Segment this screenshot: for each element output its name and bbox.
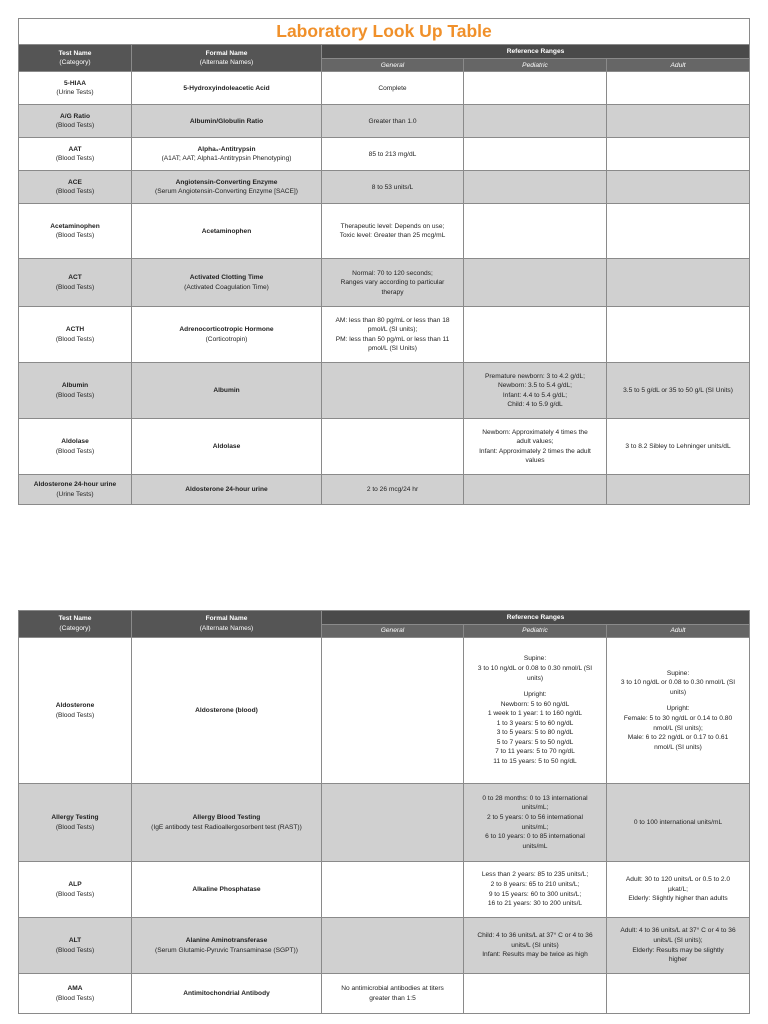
range-line: Normal: 70 to 120 seconds; [352, 269, 433, 277]
formal-name: Activated Clotting Time [189, 274, 264, 282]
range-line: 6 to 10 years: 0 to 85 international [485, 833, 585, 841]
range-line: units) [669, 688, 687, 696]
table-row [19, 363, 750, 419]
test-category: (Blood Tests) [55, 335, 95, 343]
test-name-cell [19, 862, 132, 918]
header-test-name [19, 45, 132, 72]
adult-range-cell [607, 171, 750, 204]
test-name: ACTH [65, 326, 85, 334]
table-row [19, 138, 750, 171]
general-range-cell [322, 363, 464, 419]
formal-name: Aldosterone (blood) [195, 706, 258, 714]
pediatric-range-cell [464, 72, 607, 105]
table-row [19, 204, 750, 259]
adult-range-cell [607, 307, 750, 363]
range-line: Female: 5 to 30 ng/dL or 0.14 to 0.80 [623, 715, 733, 722]
test-name: ALP [68, 880, 82, 888]
range-line: 0 to 100 international units/mL [633, 818, 723, 826]
adult-range-cell [607, 419, 750, 475]
pediatric-range-cell [464, 974, 607, 1014]
formal-name: Antimitochondrial Antibody [183, 989, 270, 997]
test-category: (Blood Tests) [55, 391, 95, 399]
test-category: (Blood Tests) [55, 122, 95, 130]
header-category-label: (Category) [59, 59, 91, 67]
formal-name: Alkaline Phosphatase [192, 885, 261, 893]
alternate-names: (IgE antibody test Radioallergosorbent test (RAST)) [151, 823, 302, 831]
range-line: greater than 1:5 [369, 994, 416, 1002]
test-category: (Urine Tests) [56, 490, 94, 498]
test-name: AMA [67, 984, 83, 992]
pediatric-range-cell [464, 259, 607, 307]
header-test-name-label: Test Name [58, 49, 92, 57]
table-row [19, 72, 750, 105]
table-row [19, 862, 750, 918]
test-name: ACT [68, 274, 82, 282]
table-row [19, 171, 750, 204]
header-formal-name-label: Formal Name [205, 49, 248, 57]
range-line: Less than 2 years: 85 to 235 units/L; [481, 871, 589, 879]
table-row [19, 105, 750, 138]
header-pediatric: Pediatric [464, 59, 607, 72]
test-category: (Blood Tests) [55, 447, 95, 455]
range-line: pmol/L (SI units); [367, 326, 418, 334]
formal-name-cell [132, 171, 322, 204]
test-name: Aldolase [61, 438, 89, 446]
header-test-name [19, 611, 132, 638]
test-category: (Blood Tests) [55, 946, 95, 954]
table-1-body [19, 72, 750, 505]
range-line: 3 to 8.2 Sibley to Lehninger units/dL [625, 443, 731, 451]
test-name-cell [19, 784, 132, 862]
range-line: nmol/L (SI units) [654, 743, 702, 751]
range-line: 16 to 21 years: 30 to 200 units/L [487, 900, 583, 908]
formal-name: 5-Hydroxyindoleacetic Acid [183, 84, 270, 92]
range-line: Supine: [523, 655, 547, 663]
general-range-cell [322, 784, 464, 862]
range-line: therapy [381, 288, 404, 296]
range-line: 3 to 10 ng/dL or 0.08 to 0.30 nmol/L (SI [620, 679, 736, 687]
test-category: (Blood Tests) [55, 994, 95, 1002]
pediatric-range-cell [464, 918, 607, 974]
pediatric-range-cell [464, 171, 607, 204]
header-category-label: (Category) [59, 625, 91, 632]
adult-range-cell [607, 105, 750, 138]
header-alternate-names-label: (Alternate Names) [199, 59, 254, 67]
header-formal-name [132, 45, 322, 72]
range-line: µkat/L; [668, 885, 688, 893]
table-row [19, 638, 750, 784]
formal-name-cell [132, 419, 322, 475]
header-reference-ranges: Reference Ranges [322, 45, 750, 59]
pediatric-range-cell [464, 784, 607, 862]
range-line: Complete [378, 84, 407, 92]
test-name: 5-HIAA [64, 79, 86, 87]
range-line: adult values; [516, 438, 554, 446]
general-range-cell [322, 138, 464, 171]
range-line: Ranges vary according to particular [340, 279, 445, 287]
range-line: Elderly: Slightly higher than adults [628, 895, 728, 903]
pediatric-range-cell [464, 138, 607, 171]
test-name: ALT [68, 936, 82, 944]
header-reference-ranges: Reference Ranges [322, 611, 750, 625]
table-2-body [19, 638, 750, 1014]
alternate-names: (Corticotropin) [205, 335, 248, 343]
range-line: Upright: [523, 691, 547, 699]
range-line: 85 to 213 mg/dL [368, 150, 417, 158]
table-row [19, 784, 750, 862]
test-name-cell [19, 105, 132, 138]
general-range-cell [322, 105, 464, 138]
general-range-cell [322, 72, 464, 105]
range-line: Newborn: 3.5 to 5.4 g/dL; [497, 382, 573, 390]
range-line: Toxic level: Greater than 25 mcg/mL [339, 232, 446, 240]
general-range-cell [322, 638, 464, 784]
range-line: Premature newborn: 3 to 4.2 g/dL; [484, 372, 586, 380]
formal-name: Alpha₁-Antitrypsin [197, 145, 256, 153]
adult-range-cell [607, 862, 750, 918]
range-line: Supine: [666, 669, 690, 677]
table-row [19, 419, 750, 475]
pediatric-range-cell [464, 475, 607, 505]
range-line: Adult: 30 to 120 units/L or 0.5 to 2.0 [625, 876, 731, 884]
range-line: units/mL [522, 842, 548, 850]
header-adult: Adult [607, 59, 750, 72]
range-line: Adult: 4 to 36 units/L at 37° C or 4 to 36 [620, 927, 736, 935]
test-category: (Blood Tests) [55, 711, 95, 719]
pediatric-range-cell [464, 204, 607, 259]
general-range-cell [322, 974, 464, 1014]
test-name-cell [19, 72, 132, 105]
range-line: PM: less than 50 pg/mL or less than 11 [335, 335, 450, 343]
test-name: AAT [68, 145, 82, 153]
line-gap [610, 697, 746, 704]
range-line: 8 to 53 units/L [371, 183, 414, 191]
range-line: Child: 4 to 36 units/L at 37° C or 4 to 36 [477, 932, 593, 940]
range-line: 1 week to 1 year: 1 to 160 ng/dL [487, 710, 583, 718]
test-name: A/G Ratio [59, 112, 91, 120]
test-name-cell [19, 918, 132, 974]
table-row [19, 307, 750, 363]
range-line: pmol/L (SI Units) [368, 345, 417, 353]
adult-range-cell [607, 72, 750, 105]
page-title: Laboratory Look Up Table [19, 19, 750, 45]
test-name: ACE [68, 178, 82, 186]
test-name-cell [19, 259, 132, 307]
formal-name-cell [132, 307, 322, 363]
range-line: units/L (SI units) [511, 941, 559, 949]
alternate-names: (Serum Glutamic-Pyruvic Transaminase (SGPT)) [155, 946, 298, 954]
formal-name-cell [132, 204, 322, 259]
range-line: 2 to 8 years: 65 to 210 units/L; [490, 880, 580, 888]
adult-range-cell [607, 974, 750, 1014]
lab-table-2 [18, 610, 750, 1014]
range-line: Infant: Results may be twice as high [482, 951, 588, 959]
range-line: Infant: Approximately 2 times the adult [479, 447, 591, 455]
header-alternate-names-label: (Alternate Names) [199, 625, 254, 632]
test-category: (Blood Tests) [55, 188, 95, 196]
range-line: 2 to 5 years: 0 to 56 international [486, 813, 584, 821]
test-name: Acetaminophen [50, 222, 100, 230]
adult-range-cell [607, 784, 750, 862]
adult-range-cell [607, 475, 750, 505]
range-line: units/mL; [521, 804, 549, 812]
test-name: Aldosterone 24-hour urine [33, 481, 117, 489]
test-category: (Urine Tests) [56, 89, 94, 97]
header-adult: Adult [607, 625, 750, 638]
adult-range-cell [607, 259, 750, 307]
adult-range-cell [607, 363, 750, 419]
range-line: 9 to 15 years: 60 to 300 units/L; [488, 890, 582, 898]
test-category: (Blood Tests) [55, 823, 95, 831]
formal-name-cell [132, 475, 322, 505]
test-name-cell [19, 204, 132, 259]
range-line: higher [668, 956, 688, 964]
formal-name-cell [132, 862, 322, 918]
formal-name-cell [132, 138, 322, 171]
alternate-names: (A1AT; AAT; Alpha1-Antitrypsin Phenotyping) [161, 155, 292, 163]
general-range-cell [322, 204, 464, 259]
formal-name-cell [132, 784, 322, 862]
range-line: No antimicrobial antibodies at titers [341, 984, 444, 992]
formal-name: Angiotensin-Converting Enzyme [175, 178, 278, 186]
formal-name-cell [132, 918, 322, 974]
header-test-name-label: Test Name [58, 615, 92, 623]
table-row [19, 259, 750, 307]
test-category: (Blood Tests) [55, 890, 95, 898]
test-name-cell [19, 138, 132, 171]
formal-name: Aldolase [212, 443, 241, 451]
range-line: units/mL; [521, 823, 549, 831]
formal-name: Albumin/Globulin Ratio [189, 117, 264, 125]
range-line: 3 to 5 years: 5 to 80 ng/dL [496, 729, 574, 737]
general-range-cell [322, 419, 464, 475]
test-name-cell [19, 307, 132, 363]
adult-range-cell [607, 138, 750, 171]
formal-name: Albumin [213, 387, 240, 395]
general-range-cell [322, 171, 464, 204]
range-line: 11 to 15 years: 5 to 50 ng/dL [493, 757, 577, 765]
range-line: Newborn: Approximately 4 times the [482, 428, 588, 436]
range-line: Male: 6 to 22 ng/dL or 0.17 to 0.61 [627, 734, 729, 742]
adult-range-cell [607, 204, 750, 259]
range-line: 1 to 3 years: 5 to 60 ng/dL [496, 719, 574, 727]
header-formal-name [132, 611, 322, 638]
formal-name: Allergy Blood Testing [192, 813, 261, 821]
formal-name-cell [132, 72, 322, 105]
test-name: Albumin [61, 382, 89, 390]
adult-range-cell [607, 638, 750, 784]
range-line: Greater than 1.0 [368, 117, 417, 125]
test-category: (Blood Tests) [55, 155, 95, 163]
formal-name-cell [132, 105, 322, 138]
test-name-cell [19, 419, 132, 475]
range-line: 3.5 to 5 g/dL or 35 to 50 g/L (SI Units) [623, 387, 733, 395]
range-line: Therapeutic level: Depends on use; [340, 222, 445, 230]
pediatric-range-cell [464, 307, 607, 363]
header-general: General [322, 625, 464, 638]
test-category: (Blood Tests) [55, 283, 95, 291]
header-formal-name-label: Formal Name [205, 615, 248, 623]
test-name-cell [19, 171, 132, 204]
test-name-cell [19, 638, 132, 784]
alternate-names: (Serum Angiotensin-Converting Enzyme [SACE]) [155, 188, 298, 196]
range-line: units/L (SI units); [653, 936, 703, 944]
pediatric-range-cell [464, 862, 607, 918]
test-name-cell [19, 475, 132, 505]
test-name-cell [19, 974, 132, 1014]
range-line: 5 to 7 years: 5 to 50 ng/dL [496, 738, 574, 746]
formal-name-cell [132, 363, 322, 419]
range-line: AM: less than 80 pg/mL or less than 18 [335, 316, 450, 324]
test-name: Aldosterone [55, 701, 95, 709]
range-line: 7 to 11 years: 5 to 70 ng/dL [495, 748, 575, 756]
pediatric-range-cell [464, 638, 607, 784]
range-line: Newborn: 5 to 60 ng/dL [500, 700, 570, 708]
range-line: 2 to 26 mcg/24 hr [366, 486, 419, 494]
pediatric-range-cell [464, 419, 607, 475]
test-category: (Blood Tests) [55, 232, 95, 240]
range-line: Infant: 4.4 to 5.4 g/dL; [502, 391, 568, 399]
lab-table-1 [18, 18, 750, 505]
formal-name-cell [132, 974, 322, 1014]
pediatric-range-cell [464, 363, 607, 419]
formal-name-cell [132, 259, 322, 307]
range-line: Elderly: Results may be slightly [632, 946, 724, 954]
general-range-cell [322, 862, 464, 918]
range-line: units) [526, 674, 544, 682]
formal-name-cell [132, 638, 322, 784]
header-pediatric: Pediatric [464, 625, 607, 638]
range-line: 0 to 28 months: 0 to 13 international [482, 794, 588, 802]
table-row [19, 918, 750, 974]
range-line: nmol/L (SI units); [653, 724, 703, 732]
formal-name: Adrenocorticotropic Hormone [179, 326, 274, 334]
table-row [19, 475, 750, 505]
pediatric-range-cell [464, 105, 607, 138]
header-general: General [322, 59, 464, 72]
table-row [19, 974, 750, 1014]
range-line: 3 to 10 ng/dL or 0.08 to 0.30 nmol/L (SI [477, 665, 593, 673]
formal-name: Acetaminophen [201, 227, 252, 235]
test-name-cell [19, 363, 132, 419]
range-line: values [525, 457, 545, 465]
test-name: Allergy Testing [51, 813, 99, 821]
general-range-cell [322, 307, 464, 363]
general-range-cell [322, 475, 464, 505]
general-range-cell [322, 259, 464, 307]
formal-name: Alanine Aminotransferase [185, 936, 268, 944]
alternate-names: (Activated Coagulation Time) [184, 283, 269, 291]
adult-range-cell [607, 918, 750, 974]
general-range-cell [322, 918, 464, 974]
range-line: Child: 4 to 5.9 g/dL [507, 401, 563, 409]
range-line: Upright: [666, 705, 690, 713]
line-gap [467, 683, 603, 690]
formal-name: Aldosterone 24-hour urine [185, 486, 268, 494]
